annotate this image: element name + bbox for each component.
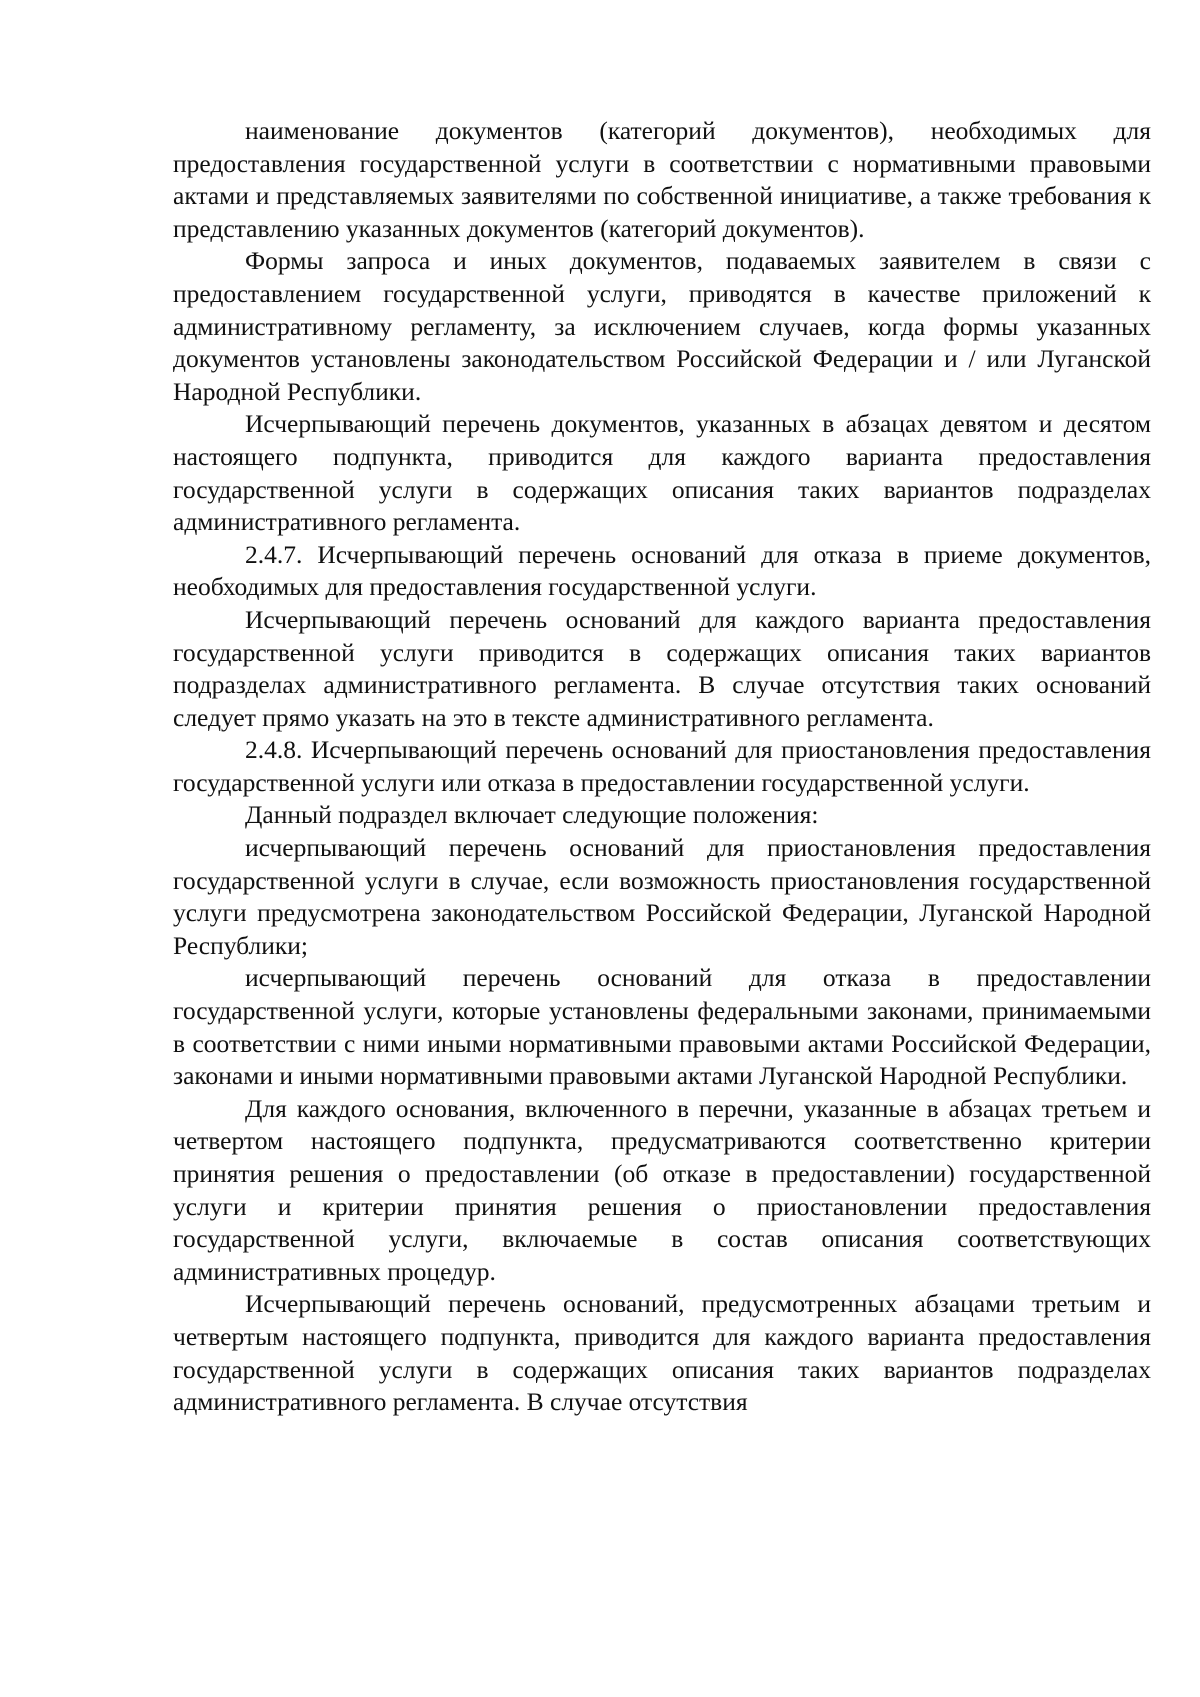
paragraph-decision-criteria: Для каждого основания, включенного в перечни, указанные в абзацах третьем и четвертом настоящего подпункта, предусматриваются соответственно критерии принятия решения о предоставлении (об отказе в предоставлении) государственной услуги и критерии принятия решения о приостановлении предоставления государственной услуги, включаемые в состав описания соответствующих административных процедур. [173, 1093, 1151, 1286]
paragraph-document-names: наименование документов (категорий документов), необходимых для предоставления государственной услуги в соответствии с нормативными правовыми актами и представляемых заявителями по собственной инициативе, а также требования к представлению указанных документов (категорий документов). [173, 116, 1151, 243]
paragraph-exhaustive-documents-list: Исчерпывающий перечень документов, указанных в абзацах девятом и десятом настоящего подпункта, приводится для каждого варианта предоставления государственной услуги в содержащих описания таких вариантов подразделах административного регламента. [173, 409, 1151, 537]
paragraph-section-2-4-8: 2.4.8. Исчерпывающий перечень оснований для приостановления предоставления государственной услуги или отказа в предоставлении государственной услуги. [173, 735, 1151, 797]
paragraph-refusal-grounds: Исчерпывающий перечень оснований для каждого варианта предоставления государственной услуги приводится в содержащих описания таких вариантов подразделах административного регламента. В случае отсутствия таких оснований следует прямо указать на это в тексте административного регламента. [173, 604, 1151, 732]
paragraph-grounds-per-variant: Исчерпывающий перечень оснований, предусмотренных абзацами третьим и четвертым настоящего подпункта, приводится для каждого варианта предоставления государственной услуги в содержащих описания таких вариантов подразделах административного регламента. В случае отсутствия [173, 1289, 1151, 1417]
paragraph-denial-grounds: исчерпывающий перечень оснований для отказа в предоставлении государственной услуги, которые установлены федеральными законами, принимаемыми в соответствии с ними иными нормативными правовыми актами Российской Федерации, законами и иными нормативными правовыми актами Луганской Народной Республики. [173, 963, 1151, 1091]
paragraph-request-forms: Формы запроса и иных документов, подаваемых заявителем в связи с предоставлением государственной услуги, приводятся в качестве приложений к административному регламенту, за исключением случаев, когда формы указанных документов установлены законодательством Российской Федерации и / или Луганской Народной Республики. [173, 246, 1151, 406]
paragraph-subsection-provisions: Данный подраздел включает следующие положения: [245, 800, 819, 830]
document-page [173, 115, 1151, 1419]
paragraph-suspension-grounds: исчерпывающий перечень оснований для приостановления предоставления государственной услуги в случае, если возможность приостановления государственной услуги предусмотрена законодательством Российской Федерации, Луганской Народной Республики; [173, 833, 1151, 960]
paragraph-section-2-4-7: 2.4.7. Исчерпывающий перечень оснований для отказа в приеме документов, необходимых для предоставления государственной услуги. [173, 539, 1151, 602]
